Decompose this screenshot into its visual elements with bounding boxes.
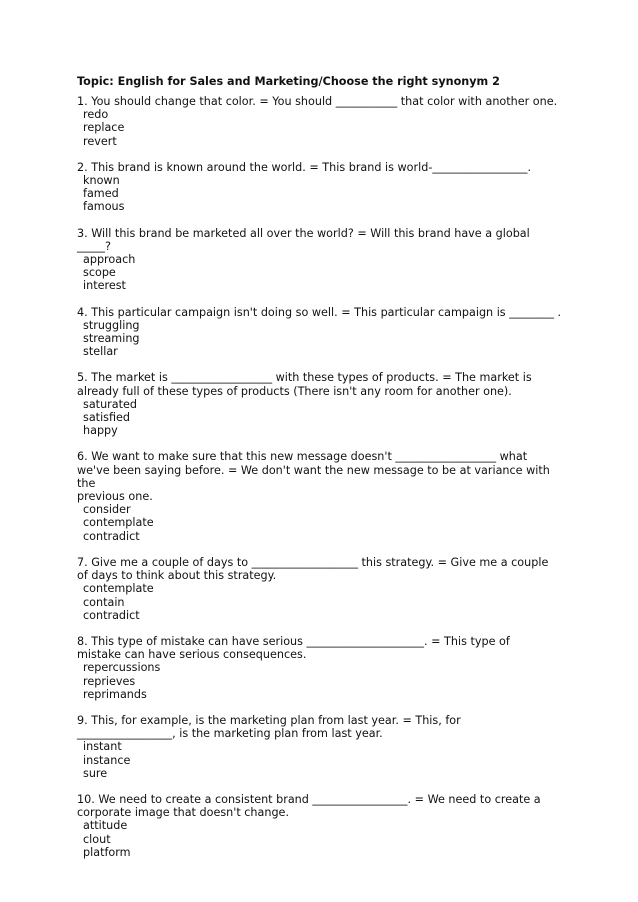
answer-options xyxy=(77,582,567,622)
answer-options xyxy=(77,108,567,148)
question-item xyxy=(77,556,567,622)
answer-option: scope xyxy=(83,266,116,280)
answer-option: happy xyxy=(83,424,118,438)
answer-option: reprimands xyxy=(83,687,147,701)
answer-options xyxy=(77,819,567,859)
question-item xyxy=(77,95,567,148)
answer-option: famed xyxy=(83,187,119,201)
question-list xyxy=(77,95,567,859)
worksheet-page xyxy=(77,73,567,872)
answer-option: clout xyxy=(83,832,111,846)
answer-options xyxy=(77,398,567,438)
answer-options xyxy=(77,740,567,780)
answer-options xyxy=(77,661,567,701)
answer-options xyxy=(77,174,567,214)
question-text: 3. Will this brand be marketed all over the world? = Will this brand have a global _____? xyxy=(77,226,530,253)
answer-option: approach xyxy=(83,253,136,267)
question-item xyxy=(77,371,567,437)
answer-option: contemplate xyxy=(83,516,154,530)
question-item xyxy=(77,227,567,293)
answer-option: replace xyxy=(83,121,125,135)
answer-options xyxy=(77,503,567,543)
answer-option: instant xyxy=(83,740,122,754)
answer-option: known xyxy=(83,174,120,188)
answer-option: redo xyxy=(83,108,109,122)
question-text: 8. This type of mistake can have serious _____________________. = This type of mistake can have serious consequences. xyxy=(77,634,510,662)
answer-options xyxy=(77,253,567,293)
answer-option: revert xyxy=(83,134,117,148)
question-item xyxy=(77,635,567,701)
worksheet-title: Topic: English for Sales and Marketing/Choose the right synonym 2 xyxy=(77,75,500,88)
question-item xyxy=(77,450,567,542)
answer-option: saturated xyxy=(83,397,137,411)
answer-option: contradict xyxy=(83,529,140,543)
answer-option: reprieves xyxy=(83,674,136,688)
question-text: 2. This brand is known around the world. = This brand is world-_________________. xyxy=(77,160,532,174)
answer-option: sure xyxy=(83,766,108,780)
answer-option: stellar xyxy=(83,345,118,359)
question-item xyxy=(77,306,567,359)
answer-option: instance xyxy=(83,753,131,767)
question-text: 7. Give me a couple of days to ___________________ this strategy. = Give me a couple of days to think about this strategy. xyxy=(77,555,549,583)
question-text: 10. We need to create a consistent brand _________________. = We need to create a corporate image that doesn't change. xyxy=(77,792,541,820)
answer-option: platform xyxy=(83,845,131,859)
answer-option: struggling xyxy=(83,318,140,332)
answer-options xyxy=(77,319,567,359)
question-item xyxy=(77,161,567,214)
answer-option: streaming xyxy=(83,332,140,346)
answer-option: contradict xyxy=(83,608,140,622)
answer-option: repercussions xyxy=(83,661,161,675)
question-item xyxy=(77,714,567,780)
answer-option: contemplate xyxy=(83,582,154,596)
question-text: 6. We want to make sure that this new message doesn't __________________ what we've been saying before. = We don't want the new message to be at variance with the previous one. xyxy=(77,450,550,504)
question-text: 4. This particular campaign isn't doing so well. = This particular campaign is ________ . xyxy=(77,305,562,319)
answer-option: interest xyxy=(83,279,126,293)
question-text: 9. This, for example, is the marketing plan from last year. = This, for _________________, is the marketing plan from last year. xyxy=(77,713,461,741)
question-text: 1. You should change that color. = You should ___________ that color with another one. xyxy=(77,95,558,108)
answer-option: contain xyxy=(83,595,125,609)
answer-option: consider xyxy=(83,503,131,517)
answer-option: attitude xyxy=(83,819,128,833)
answer-option: famous xyxy=(83,200,125,214)
question-text: 5. The market is __________________ with these types of products. = The market is already full of these types of products (There isn't any room for another one). xyxy=(77,371,532,398)
answer-option: satisfied xyxy=(83,411,131,425)
question-item xyxy=(77,793,567,859)
